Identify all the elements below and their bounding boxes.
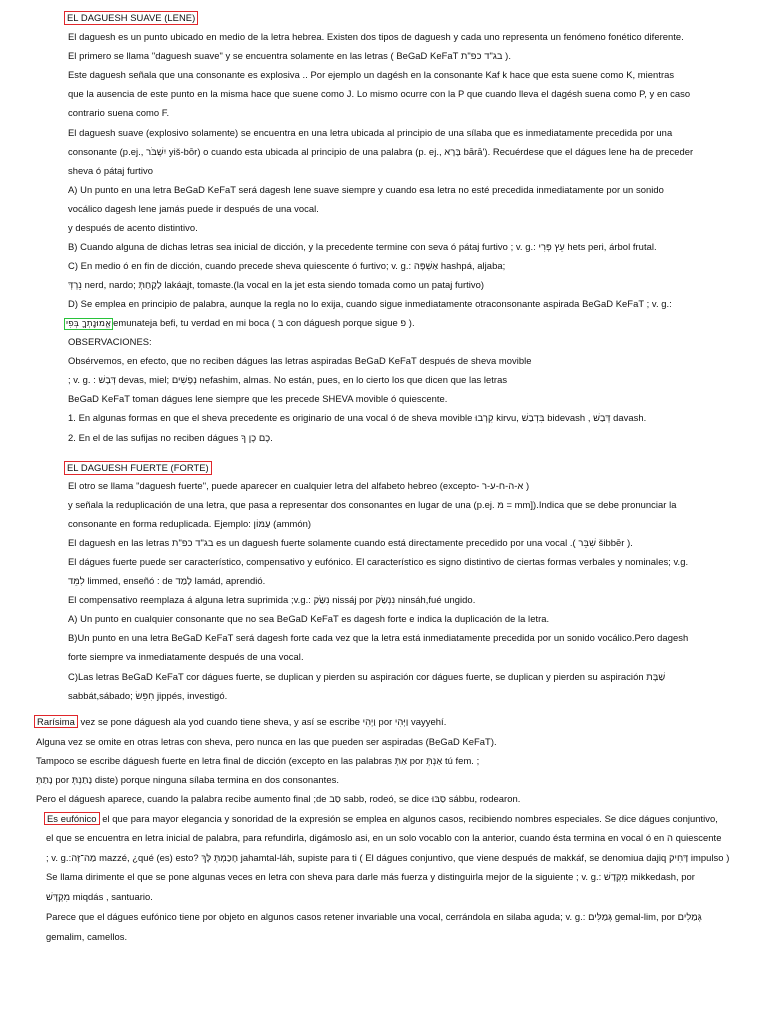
paragraph-line-with-highlight xyxy=(44,813,718,825)
paragraph-line: consonante (p.ej., יִשְׁבֹּר yiš-bōr) o cuando esta ubicada al principio de una palabra (p. ej., בָּרָא bārā'). Recuérdese que el dágues lene ha de preceder xyxy=(68,146,694,157)
paragraph-line: BeGaD KeFaT toman dágues lene siempre que les precede SHEVA movible ó quiescente. xyxy=(68,393,448,404)
paragraph-line: consonante en forma reduplicada. Ejemplo: עַמּוֹן (ammón) xyxy=(68,518,312,529)
observations-heading: OBSERVACIONES: xyxy=(68,336,152,347)
paragraph-line: El daguesh es un punto ubicado en medio de la letra hebrea. Existen dos tipos de daguesh y cada uno representa un fenómeno fonético diferente. xyxy=(68,31,684,42)
paragraph-line: el que se encuentra en letra inicial de palabra, para refundirla, digámoslo asi, en un solo vocablo con la anterior, cuando ésta termina en vocal ó en ה quiescente xyxy=(46,832,722,843)
highlighted-word-rarisima: Rarísima xyxy=(34,715,78,728)
paragraph-text: vez se pone dáguesh ala yod cuando tiene sheva, y así se escribe וַיְהִי por וַיְּהִי vayyehí. xyxy=(77,716,447,727)
paragraph-text: emunateja befi, tu verdad en mi boca ( בּ con dáguesh porque sigue פ ). xyxy=(113,317,415,328)
paragraph-line: מִקְדָּשׁ miqdás , santuario. xyxy=(46,891,153,902)
paragraph-line: El compensativo reemplaza á alguna letra suprimida ;v.g.: נִשַּׂק nissáj por נִנְשַׂק ninsáh,fué ungido. xyxy=(68,594,476,605)
paragraph-line: contrario suena como F. xyxy=(68,107,170,118)
paragraph-line: Tampoco se escribe dáguesh fuerte en letra final de dicción (excepto en las palabras אַתְּ por אַנְתְּ tú fem. ; xyxy=(36,755,480,766)
paragraph-line-with-highlight xyxy=(64,317,415,330)
paragraph-line: Parece que el dágues eufónico tiene por objeto en algunos casos retener invariable una vocal, cerrándola en silaba aguda; v. g.: גְּמַלִּים gemal-lim, por גְּמַלִים xyxy=(46,911,702,922)
paragraph-text: el que para mayor elegancia y sonoridad de la expresión se emplea en algunos casos, recibiendo nombres especiales. Se dice dágues conjuntivo, xyxy=(99,813,718,824)
paragraph-line: gemalim, camellos. xyxy=(46,931,128,942)
paragraph-line: sheva ó pátaj furtivo xyxy=(68,165,153,176)
paragraph-line: vocálico dagesh lene jamás puede ir después de una vocal. xyxy=(68,203,319,214)
paragraph-line: ; v. g. : דְּבָשׁ devas, miel; נְפָשִׁים nefashim, almas. No están, pues, en lo cierto los que dicen que las letras xyxy=(68,374,508,385)
section-heading-lene: EL DAGUESH SUAVE (LENE) xyxy=(64,11,198,25)
paragraph-line: B)Un punto en una letra BeGaD KeFaT será dagesh forte cada vez que la letra está inmediatamente precedida por un sonido vocálico.Pero dagesh xyxy=(68,632,689,643)
paragraph-line: ; v. g.:מַה־זֶּה mazzé, ¿qué (es) esto? חָכַמְתְּ לָּךְ jahamtal-láh, supiste para ti ( El dágues conjuntivo, que viene después de makkáf, se denomiua dajiq דָּחִיק impulso ) xyxy=(46,852,730,863)
paragraph-line: y señala la reduplicación de una letra, que pasa a representar dos consonantes en lugar de una (p.ej. מּ = mm]).Indica que se debe pronunciar la xyxy=(68,499,677,510)
paragraph-line: Pero el dáguesh aparece, cuando la palabra recibe aumento final ;de סַב sabb, rodeó, se dice סַבּוּ sábbu, rodearon. xyxy=(36,793,521,804)
paragraph-line: Alguna vez se omite en otras letras con sheva, pero nunca en las que pueden ser aspiradas (BeGaD KeFaT). xyxy=(36,736,497,747)
paragraph-line: sabbát,sábado; חִפֵּשׂ jippés, investigó. xyxy=(68,690,228,701)
paragraph-line: El otro se llama "daguesh fuerte", puede aparecer en cualquier letra del alfabeto hebreo (excepto- א-ה-ח-ע-ר ) xyxy=(68,480,530,491)
paragraph-line: B) Cuando alguna de dichas letras sea inicial de dicción, y la precedente termine con seva ó pátaj furtivo ; v. g.: עֵץ פְּרִי hets peri, árbol frutal. xyxy=(68,241,657,252)
paragraph-line: que la ausencia de este punto en la misma hace que suene como J. Lo mismo ocurre con la P que cuando lleva el dagésh suena como P, y en caso xyxy=(68,88,691,99)
paragraph-line: El daguesh en las letras בג"ד כפ"ת es un daguesh fuerte solamente cuando está directamente precedido por una vocal .( שִׁבֵּר šibbēr ). xyxy=(68,537,633,548)
paragraph-line: El primero se llama "daguesh suave" y se encuentra solamente en las letras ( BeGaD KeFaT בג"ד כפ"ת ). xyxy=(68,50,511,61)
paragraph-line: Obsérvemos, en efecto, que no reciben dágues las letras aspiradas BeGaD KeFaT después de sheva movible xyxy=(68,355,532,366)
paragraph-line: A) Un punto en cualquier consonante que no sea BeGaD KeFaT es dagesh forte e indica la duplicación de la letra. xyxy=(68,613,550,624)
paragraph-line: C)Las letras BeGaD KeFaT cor dágues fuerte, se duplican y pierden su aspiración cor dágues fuerte, se duplican y pierden su aspiración שַׁבָּת xyxy=(68,671,666,682)
paragraph-line: Este daguesh señala que una consonante es explosiva .. Por ejemplo un dagésh en la consonante Kaf k hace que esta suene como K, mientras xyxy=(68,69,675,80)
paragraph-line: El daguesh suave (explosivo solamente) se encuentra en una letra ubicada al principio de una sílaba que es inmediatamente precedida por una xyxy=(68,127,673,138)
paragraph-line: y después de acento distintivo. xyxy=(68,222,198,233)
paragraph-line: forte siempre va inmediatamente después de una vocal. xyxy=(68,651,304,662)
paragraph-line: לִמֵּד limmed, enseñó : de לָמַד lamád, aprendió. xyxy=(68,575,266,586)
highlighted-word-eufonico: Es eufónico xyxy=(44,812,100,825)
paragraph-line: El dágues fuerte puede ser característico, compensativo y eufónico. El característico es signo distintivo de ciertas formas verbales y nominales; v.g. xyxy=(68,556,689,567)
paragraph-line: 2. En el de las sufijas no reciben dágues כֶם כֶן ךָ. xyxy=(68,432,273,443)
paragraph-line-with-highlight xyxy=(34,716,446,728)
paragraph-line: Se llama dirimente el que se pone algunas veces en letra con sheva para darle más fuerza y distinguirla mejor de la siguiente ; v. g.: מִקְּדָשׁ mikkedash, por xyxy=(46,871,695,882)
paragraph-line: C) En medio ó en fin de dicción, cuando precede sheva quiescente ó furtivo; v. g.: אַשְׁפָּה hashpá, aljaba; xyxy=(68,260,506,271)
paragraph-line: נֵרְדְּ nerd, nardo; לָקַחַתְּ lakáajt, tomaste.(la vocal en la jet esta siendo tomada como un pataj furtivo) xyxy=(68,279,485,290)
section-heading-forte: EL DAGUESH FUERTE (FORTE) xyxy=(64,461,212,475)
paragraph-line: נָתַתְּ por נָתַנְתְּ diste) porque ninguna sílaba termina en dos consonantes. xyxy=(36,774,339,785)
paragraph-line: A) Un punto en una letra BeGaD KeFaT será dagesh lene suave siempre y cuando esa letra no esté precedida inmediatamente por un sonido xyxy=(68,184,664,195)
highlighted-hebrew-word: אֱמוּנָתְךָ בְּפִי xyxy=(66,319,112,329)
paragraph-line: 1. En algunas formas en que el sheva precedente es originario de una vocal ó de sheva movible קִרְבוּ kirvu, בִּדְבַשׁ bidevash , דְּבַשׁ davash. xyxy=(68,412,647,423)
paragraph-line: D) Se emplea en principio de palabra, aunque la regla no lo exija, cuando sigue inmediatamente otraconsonante aspirada BeGaD KeFaT ; v. g.: xyxy=(68,298,672,309)
